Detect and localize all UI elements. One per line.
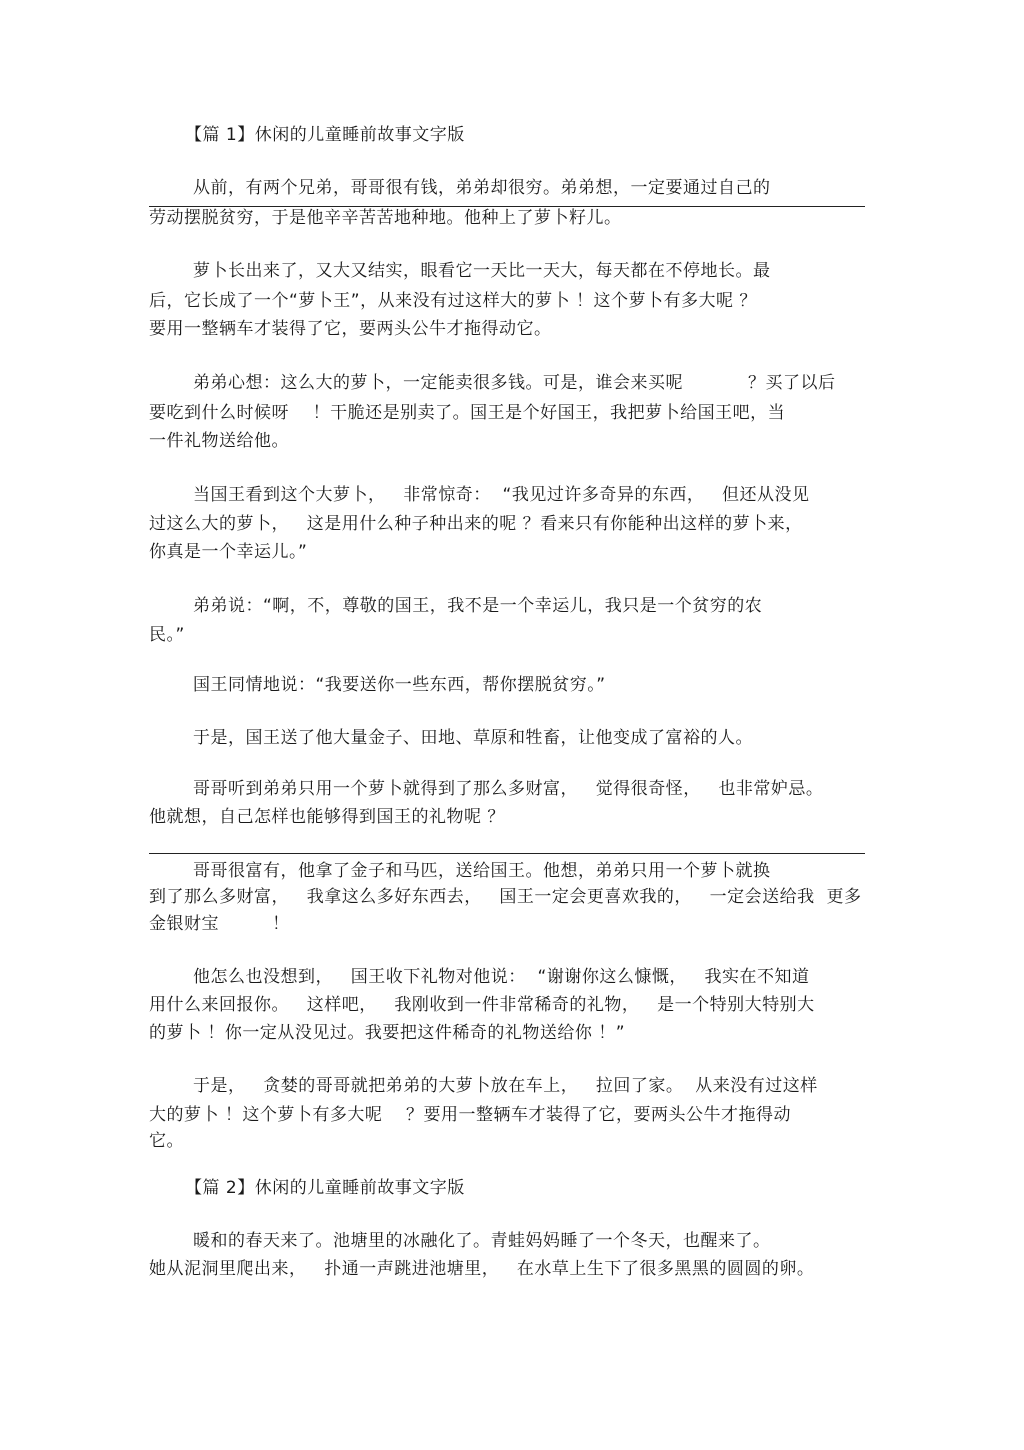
paragraph-line: 哥哥听到弟弟只用一个萝卜就得到了那么多财富， 觉得很奇怪， 也非常妒忌。	[193, 779, 824, 799]
divider-line	[149, 853, 865, 854]
paragraph-line: 它。	[149, 1131, 184, 1151]
paragraph-line: 劳动摆脱贫穷，于是他辛辛苦苦地种地。他种上了萝卜籽儿。	[149, 208, 622, 228]
paragraph-line: 暖和的春天来了。池塘里的冰融化了。青蛙妈妈睡了一个冬天，也醒来了。	[193, 1231, 771, 1251]
section-heading-2: 【篇 2】休闲的儿童睡前故事文字版	[185, 1178, 465, 1198]
paragraph-line: 哥哥很富有，他拿了金子和马匹，送给国王。他想，弟弟只用一个萝卜就换	[193, 861, 771, 881]
paragraph-line: 从前，有两个兄弟，哥哥很有钱，弟弟却很穷。弟弟想，一定要通过自己的	[193, 178, 771, 198]
paragraph-line: 大的萝卜 ！这个萝卜有多大呢 ？要用一整辆车才装得了它，要两头公牛才拖得动	[149, 1105, 792, 1125]
paragraph-line: 于是， 贪婪的哥哥就把弟弟的大萝卜放在车上， 拉回了家。 从来没有过这样	[193, 1076, 818, 1096]
paragraph-line: 你真是一个幸运儿。”	[149, 542, 308, 562]
paragraph-line: 民。”	[149, 625, 185, 645]
paragraph-line: 一件礼物送给他。	[149, 431, 289, 451]
paragraph-line: 萝卜长出来了，又大又结实，眼看它一天比一天大，每天都在不停地长。最	[193, 261, 771, 281]
paragraph-line: 他就想，自己怎样也能够得到国王的礼物呢 ？	[149, 807, 505, 827]
paragraph-line: 国王同情地说：“我要送你一些东西，帮你摆脱贫穷。”	[193, 675, 606, 695]
paragraph-line: 用什么来回报你。 这样吧， 我刚收到一件非常稀奇的礼物， 是一个特别大特别大	[149, 995, 815, 1015]
paragraph-line: 要吃到什么时候呀 ！干脆还是别卖了。国王是个好国王，我把萝卜给国王吧，当	[149, 403, 786, 423]
paragraph-line: 要用一整辆车才装得了它，要两头公牛才拖得动它。	[149, 319, 552, 339]
section-heading-1: 【篇 1】休闲的儿童睡前故事文字版	[185, 125, 465, 145]
paragraph-line: 他怎么也没想到， 国王收下礼物对他说： “谢谢你这么慷慨， 我实在不知道	[193, 967, 810, 987]
paragraph-line: 当国王看到这个大萝卜， 非常惊奇： “我见过许多奇异的东西， 但还从没见	[193, 485, 810, 505]
paragraph-line: 后，它长成了一个“萝卜王”，从来没有过这样大的萝卜 ！这个萝卜有多大呢 ？	[149, 291, 757, 311]
paragraph-line: 金银财宝 ！	[149, 914, 290, 934]
paragraph-line: 弟弟心想：这么大的萝卜，一定能卖很多钱。可是，谁会来买呢 ？买了以后	[193, 373, 836, 393]
paragraph-line: 的萝卜 ！你一定从没见过。我要把这件稀奇的礼物送给你 ！”	[149, 1023, 626, 1043]
paragraph-line: 于是，国王送了他大量金子、田地、草原和牲畜，让他变成了富裕的人。	[193, 728, 753, 748]
paragraph-line: 到了那么多财富， 我拿这么多好东西去， 国王一定会更喜欢我的， 一定会送给我 更多	[149, 887, 862, 907]
paragraph-line: 过这么大的萝卜， 这是用什么种子种出来的呢 ？看来只有你能种出这样的萝卜来，	[149, 514, 803, 534]
paragraph-line: 她从泥洞里爬出来， 扑通一声跳进池塘里， 在水草上生下了很多黑黑的圆圆的卵。	[149, 1259, 815, 1279]
paragraph-line: 弟弟说：“啊，不，尊敬的国王，我不是一个幸运儿，我只是一个贫穷的农	[193, 596, 763, 616]
